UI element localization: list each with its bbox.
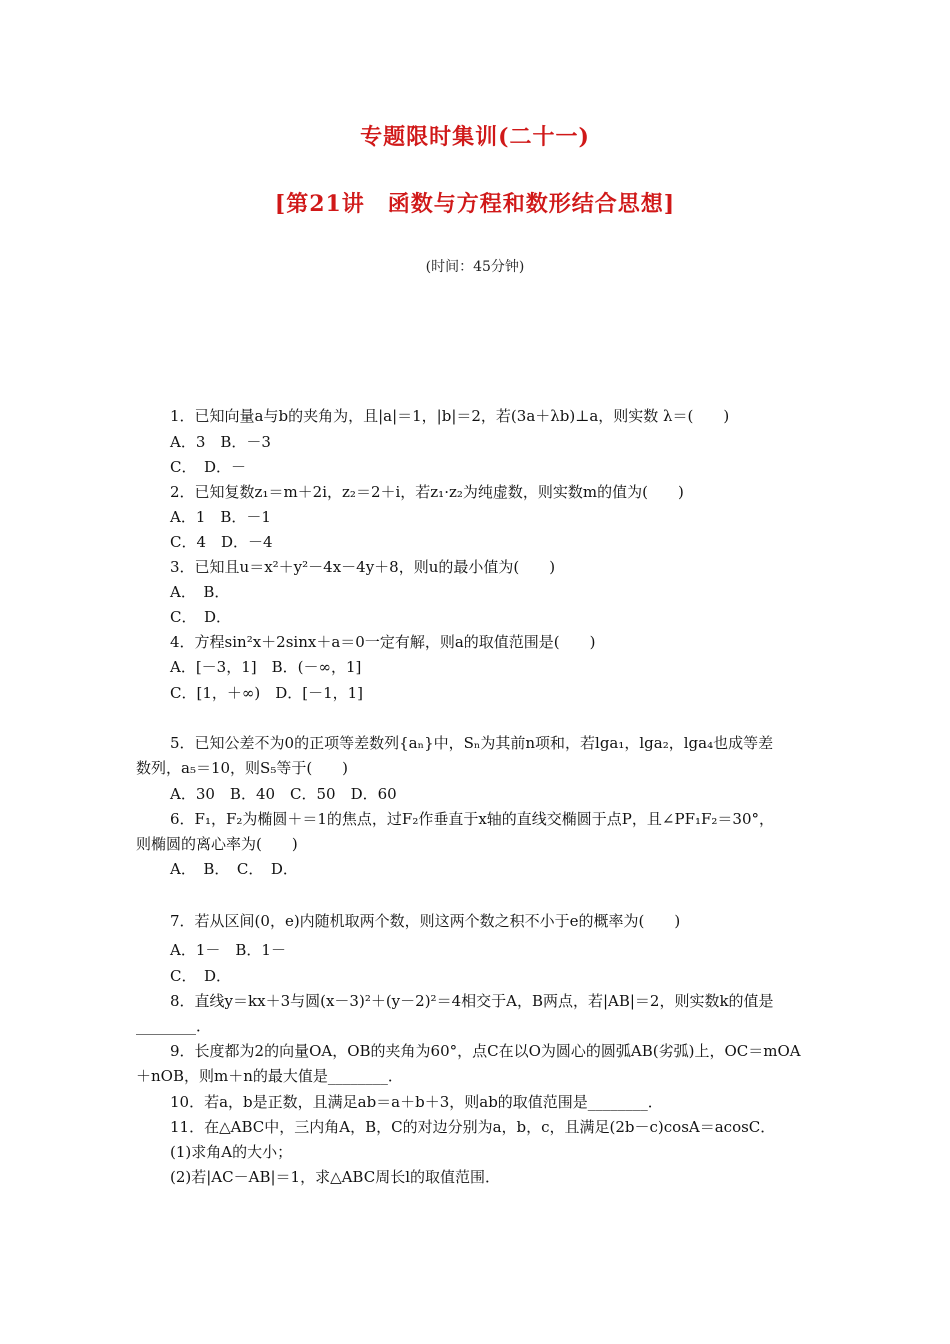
question-6-stem: 6．F₁，F₂为椭圆＋＝1的焦点，过F₂作垂直于x轴的直线交椭圆于点P，且∠PF₁F₂＝30°，	[170, 810, 774, 828]
question-1-options-ab: A．3 B．－3	[170, 433, 271, 451]
page-title: 专题限时集训(二十一)	[360, 124, 590, 150]
question-7-options-ab: A．1－ B．1－	[170, 941, 286, 959]
question-5-options: A．30 B．40 C．50 D．60	[170, 785, 397, 803]
question-2-stem: 2．已知复数z₁＝m＋2i，z₂＝2＋i，若z₁·z₂为纯虚数，则实数m的值为( )	[170, 483, 684, 501]
question-10-stem: 10．若a，b是正数，且满足ab＝a＋b＋3，则ab的取值范围是________．	[170, 1093, 663, 1111]
question-4-stem: 4．方程sin²x＋2sinx＋a＝0一定有解，则a的取值范围是( )	[170, 633, 596, 651]
question-6-options: A． B． C． D．	[170, 860, 298, 878]
question-3-options-cd: C． D．	[170, 608, 232, 626]
question-3-stem: 3．已知且u＝x²＋y²－4x－4y＋8，则u的最小值为( )	[170, 558, 556, 576]
question-1-options-cd: C． D．－	[170, 458, 247, 476]
question-4-options-cd: C．[1，＋∞) D．[－1，1]	[170, 684, 364, 702]
question-11-stem: 11．在△ABC中，三内角A，B，C的对边分别为a，b，c，且满足(2b－c)cosA＝acosC．	[170, 1118, 776, 1136]
question-7-options-cd: C． D．	[170, 967, 232, 985]
question-8-stem: 8．直线y＝kx＋3与圆(x－3)²＋(y－2)²＝4相交于A，B两点，若|AB|＝2，则实数k的值是	[170, 992, 774, 1010]
question-3-options-ab: A． B．	[170, 583, 230, 601]
question-2-options-ab: A．1 B．－1	[170, 508, 271, 526]
question-5-stem-continued: 数列，a₅＝10，则S₅等于( )	[136, 759, 349, 777]
question-2-options-cd: C．4 D．－4	[170, 533, 273, 551]
page-subtitle: [第21讲 函数与方程和数形结合思想]	[274, 191, 676, 217]
question-1-stem: 1．已知向量a与b的夹角为，且|a|＝1，|b|＝2，若(3a＋λb)⊥a，则实数 λ＝( )	[170, 407, 730, 425]
question-7-stem: 7．若从区间(0，e)内随机取两个数，则这两个数之积不小于e的概率为( )	[170, 912, 681, 930]
question-11-part-2: (2)若|AC－AB|＝1，求△ABC周长l的取值范围．	[170, 1168, 501, 1186]
question-6-stem-continued: 则椭圆的离心率为( )	[136, 835, 298, 853]
question-8-blank: ________．	[136, 1017, 212, 1035]
question-9-stem: 9．长度都为2的向量OA，OB的夹角为60°，点C在以O为圆心的圆弧AB(劣弧)上，OC＝mOA	[170, 1042, 801, 1060]
question-9-stem-continued: ＋nOB，则m＋n的最大值是________．	[136, 1067, 403, 1085]
time-limit: (时间：45分钟)	[425, 259, 525, 275]
question-11-part-1: (1)求角A的大小；	[170, 1143, 293, 1161]
question-4-options-ab: A．[－3，1] B．(－∞，1]	[170, 658, 362, 676]
question-5-stem: 5．已知公差不为0的正项等差数列{aₙ}中，Sₙ为其前n项和，若lga₁，lga₂，lga₄也成等差	[170, 734, 774, 752]
